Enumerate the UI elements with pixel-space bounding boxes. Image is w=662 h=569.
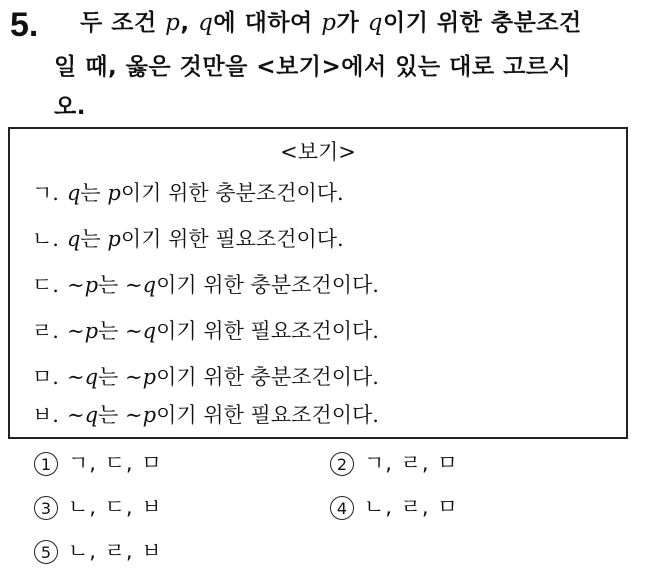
tilde: ∼ <box>66 403 85 427</box>
tilde: ∼ <box>66 365 85 389</box>
choice-number-badge: 1 <box>34 452 58 476</box>
statement-text: 는 <box>98 273 125 297</box>
tilde: ∼ <box>125 273 143 297</box>
choice-text: ㄴ, ㄹ, ㅁ <box>364 495 459 519</box>
variable-q: q <box>367 10 383 36</box>
answer-choice-1[interactable] <box>34 449 163 477</box>
question-text: 이기 위한 충분조건 <box>382 10 582 36</box>
statement-variable: q <box>66 181 81 205</box>
answer-choice-2[interactable] <box>330 449 459 477</box>
answer-choice-4[interactable] <box>330 493 459 521</box>
choice-text: ㄴ, ㄷ, ㅂ <box>68 495 163 519</box>
statement-text: 는 <box>80 181 108 205</box>
answer-choice-3[interactable] <box>34 493 163 521</box>
choice-text: ㄴ, ㄹ, ㅂ <box>68 539 163 563</box>
choice-text: ㄱ, ㄷ, ㅁ <box>68 451 163 475</box>
choice-text: ㄱ, ㄹ, ㅁ <box>364 451 459 475</box>
statement-variable: q <box>142 319 157 343</box>
choice-number-badge: 4 <box>330 496 354 520</box>
statement-bieup <box>32 401 379 429</box>
question-number: 5. <box>10 6 39 44</box>
statement-variable: p <box>142 403 157 427</box>
statement-text: 이기 위한 필요조건이다. <box>156 319 379 343</box>
statement-variable: p <box>142 365 157 389</box>
statement-text: 는 <box>98 365 125 389</box>
question-text: 에 대하여 <box>213 10 322 36</box>
statement-digeut <box>32 271 379 299</box>
statement-variable: p <box>84 319 99 343</box>
statement-text: 는 <box>98 403 125 427</box>
statement-text: 이기 위한 충분조건이다. <box>156 365 379 389</box>
tilde: ∼ <box>125 403 143 427</box>
choice-number-badge: 2 <box>330 452 354 476</box>
statement-text: 이기 위한 필요조건이다. <box>120 227 344 251</box>
bogi-title: <보기> <box>280 140 356 164</box>
statement-label: ㄴ. <box>32 227 59 251</box>
tilde: ∼ <box>66 319 85 343</box>
tilde: ∼ <box>125 319 143 343</box>
tilde: ∼ <box>125 365 143 389</box>
statement-label: ㄷ. <box>32 273 59 297</box>
statement-text: 는 <box>98 319 125 343</box>
statement-label: ㅂ. <box>32 403 59 427</box>
statement-text: 이기 위한 충분조건이다. <box>156 273 379 297</box>
statement-label: ㄹ. <box>32 319 59 343</box>
statement-variable: p <box>107 181 121 205</box>
statement-nieun <box>32 225 344 253</box>
statement-mieum <box>32 363 379 391</box>
statement-rieul <box>32 317 379 345</box>
statement-variable: q <box>142 273 157 297</box>
statement-text: 이기 위한 충분조건이다. <box>120 181 344 205</box>
variable-q: q <box>198 10 214 36</box>
statement-variable: p <box>107 227 121 251</box>
tilde: ∼ <box>66 273 85 297</box>
choice-number-badge: 3 <box>34 496 58 520</box>
variable-p: p <box>321 10 337 36</box>
question-line-2: 일 때, 옳은 것만을 <보기>에서 있는 대로 고르시 <box>54 54 572 80</box>
statement-variable: q <box>84 403 99 427</box>
statement-label: ㄱ. <box>32 181 59 205</box>
statement-label: ㅁ. <box>32 365 59 389</box>
statement-text: 는 <box>80 227 108 251</box>
statement-variable: p <box>84 273 99 297</box>
bogi-box <box>8 127 628 439</box>
question-text: 가 <box>336 10 368 36</box>
question-text: 두 조건 <box>80 10 166 36</box>
statement-variable: q <box>84 365 99 389</box>
question-line-3: 오. <box>54 94 86 120</box>
answer-choice-5[interactable] <box>34 537 163 565</box>
choice-number-badge: 5 <box>34 540 58 564</box>
question-line-1 <box>80 8 582 38</box>
question-text: , <box>180 10 199 36</box>
variable-p: p <box>165 10 181 36</box>
statement-text: 이기 위한 필요조건이다. <box>156 403 379 427</box>
statement-variable: q <box>66 227 81 251</box>
statement-giyeok <box>32 179 344 207</box>
